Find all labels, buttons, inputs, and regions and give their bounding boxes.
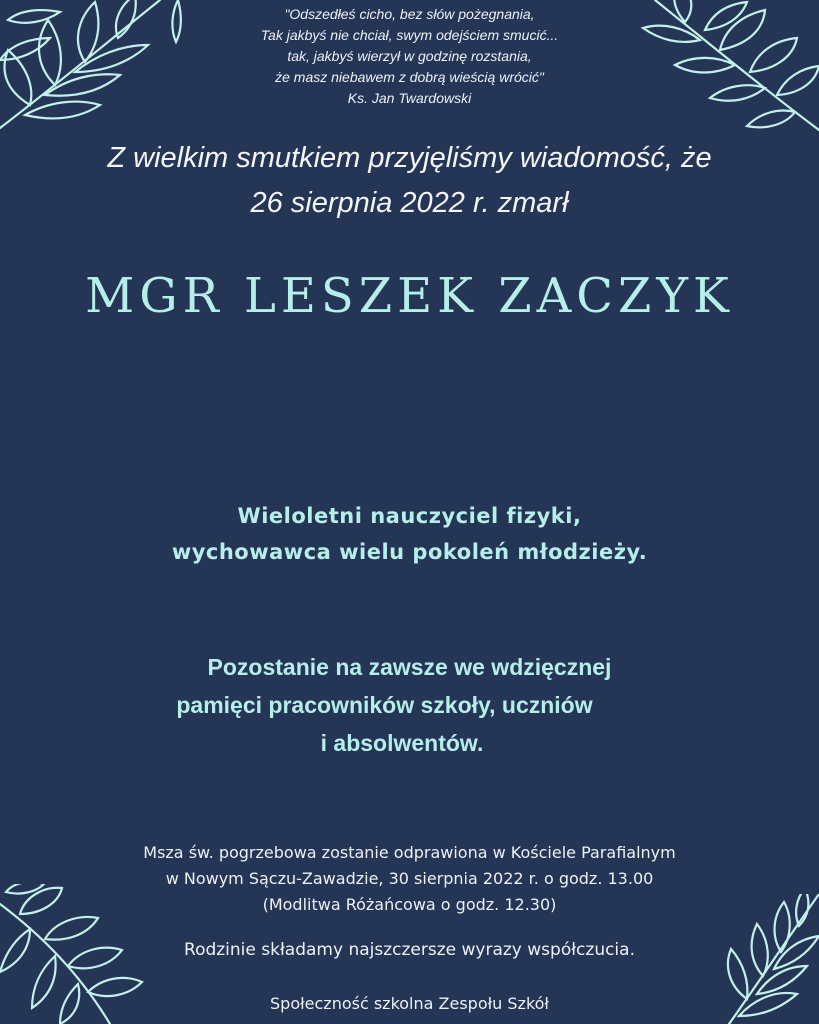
funeral-mass-info — [0, 840, 819, 918]
quote-line: tak, jakbyś wierzył w godzinę rozstania, — [287, 48, 532, 64]
headline-line-1: Z wielkim smutkiem przyjęliśmy wiadomość, że — [107, 142, 712, 174]
quote-line: "Odszedłeś cicho, bez słów pożegnania, — [284, 6, 535, 22]
deceased-name: MGR LESZEK ZACZYK — [85, 268, 734, 324]
description-line-2: wychowawca wielu pokoleń młodzieży. — [171, 540, 648, 564]
memory-line-1: Pozostanie na zawsze we wdzięcznej — [207, 654, 612, 680]
community-signature: Społeczność szkolna Zespołu Szkół — [270, 994, 549, 1013]
memory-line-3: i absolwentów. — [320, 730, 484, 756]
mass-line-3: (Modlitwa Różańcowa o godz. 12.30) — [262, 895, 557, 914]
quote-line: że masz niebawem z dobrą wieścią wrócić" — [275, 69, 544, 85]
mass-line-1: Msza św. pogrzebowa zostanie odprawiona w Kościele Parafialnym — [143, 843, 676, 862]
condolences: Rodzinie składamy najszczersze wyrazy współczucia. — [184, 940, 635, 960]
headline-line-2: 26 sierpnia 2022 r. zmarł — [250, 187, 569, 219]
quote-block — [0, 4, 819, 109]
announcement-headline — [0, 136, 819, 226]
quote-author: Ks. Jan Twardowski — [347, 90, 472, 106]
memory-line-2: pamięci pracowników szkoły, uczniów — [176, 692, 593, 718]
description — [0, 498, 819, 570]
mass-line-2: w Nowym Sączu-Zawadzie, 30 sierpnia 2022 r. o godz. 13.00 — [165, 869, 654, 888]
description-line-1: Wieloletni nauczyciel fizyki, — [237, 504, 582, 528]
memory-statement — [0, 648, 819, 762]
quote-line: Tak jakbyś nie chciał, swym odejściem smucić... — [260, 27, 559, 43]
